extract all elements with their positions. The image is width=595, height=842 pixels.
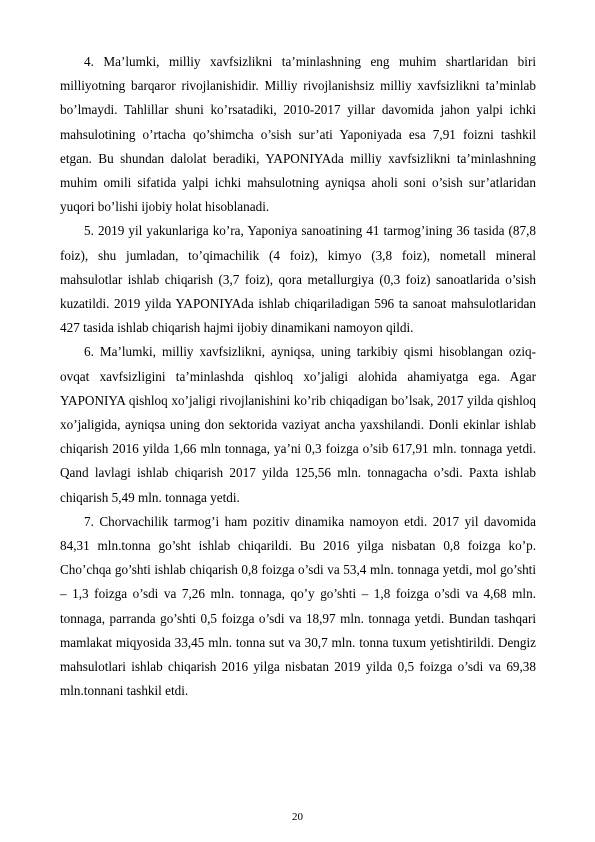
document-body (60, 50, 536, 703)
page-number: 20 (292, 811, 303, 823)
paragraph-7: 7. Chorvachilik tarmog’i ham pozitiv dinamika namoyon etdi. 2017 yil davomida 84,31 mln.tonna go’sht ishlab chiqarildi. Bu 2016 yilga nisbatan 0,8 foizga ko’p. Cho’chqa go’shti ishlab chiqarish 0,8 foizga o’sdi va 53,4 mln. tonnaga yetdi, mol go’shti – 1,3 foizga o’sdi va 7,26 mln. tonnaga, qo’y go’shti – 1,8 foizga o’sdi va 4,68 mln. tonnaga, parranda go’shti 0,5 foizga o’sdi va 18,97 mln. tonnaga yetdi. Bundan tashqari mamlakat miqyosida 33,45 mln. tonna sut va 30,7 mln. tonna tuxum yetishtirildi. Dengiz mahsulotlari ishlab chiqarish 2016 yilga nisbatan 2019 yilda 0,5 foizga o’sdi va 69,38 mln.tonnani tashkil etdi. (60, 513, 536, 699)
paragraph-4: 4. Ma’lumki, milliy xavfsizlikni ta’minlashning eng muhim shartlaridan biri milliyotning barqaror rivojlanishidir. Milliy rivojlanishsiz milliy xavfsizlikni ta’minlab bo’lmaydi. Tahlillar shuni ko’rsatadiki, 2010-2017 yillar davomida jahon yalpi ichki mahsulotining o’rtacha qo’shimcha o’sish sur’ati Yaponiyada esa 7,91 foizni tashkil etgan. Bu shundan dalolat beradiki, YAPONIYAda milliy xavfsizlikni ta’minlashning muhim omili sifatida yalpi ichki mahsulotning ayniqsa aholi soni o’sish sur’atlaridan yuqori bo’lishi ijobiy holat hisoblanadi. (60, 54, 536, 215)
paragraph-6: 6. Ma’lumki, milliy xavfsizlikni, ayniqsa, uning tarkibiy qismi hisoblangan oziq-ovqat xavfsizligini ta’minlashda qishloq xo’jaligi alohida ahamiyatga ega. Agar YAPONIYA qishloq xo’jaligi rivojlanishini ko’rib chiqadigan bo’lsak, 2017 yilda qishloq xo’jaligida, ayniqsa uning don sektorida vaziyat ancha yaxshilandi. Donli ekinlar ishlab chiqarish 2016 yilda 1,66 mln tonnaga, ya’ni 0,3 foizga o’sib 617,91 mln. tonnaga yetdi. Qand lavlagi ishlab chiqarish 2017 yilda 125,56 mln. tonnagacha o’sdi. Paxta ishlab chiqarish 5,49 mln. tonnaga yetdi. (60, 344, 536, 505)
paragraph-5: 5. 2019 yil yakunlariga ko’ra, Yaponiya sanoatining 41 tarmog’ining 36 tasida (87,8 foiz), shu jumladan, to’qimachilik (4 foiz), kimyo (3,8 foiz), nometall mineral mahsulotlar ishlab chiqarish (3,7 foiz), qora metallurgiya (0,3 foiz) sanoatlarida o’sish kuzatildi. 2019 yilda YAPONIYAda ishlab chiqariladigan 596 ta sanoat mahsulotlaridan 427 tasida ishlab chiqarish hajmi ijobiy dinamikani namoyon qildi. (60, 223, 536, 336)
